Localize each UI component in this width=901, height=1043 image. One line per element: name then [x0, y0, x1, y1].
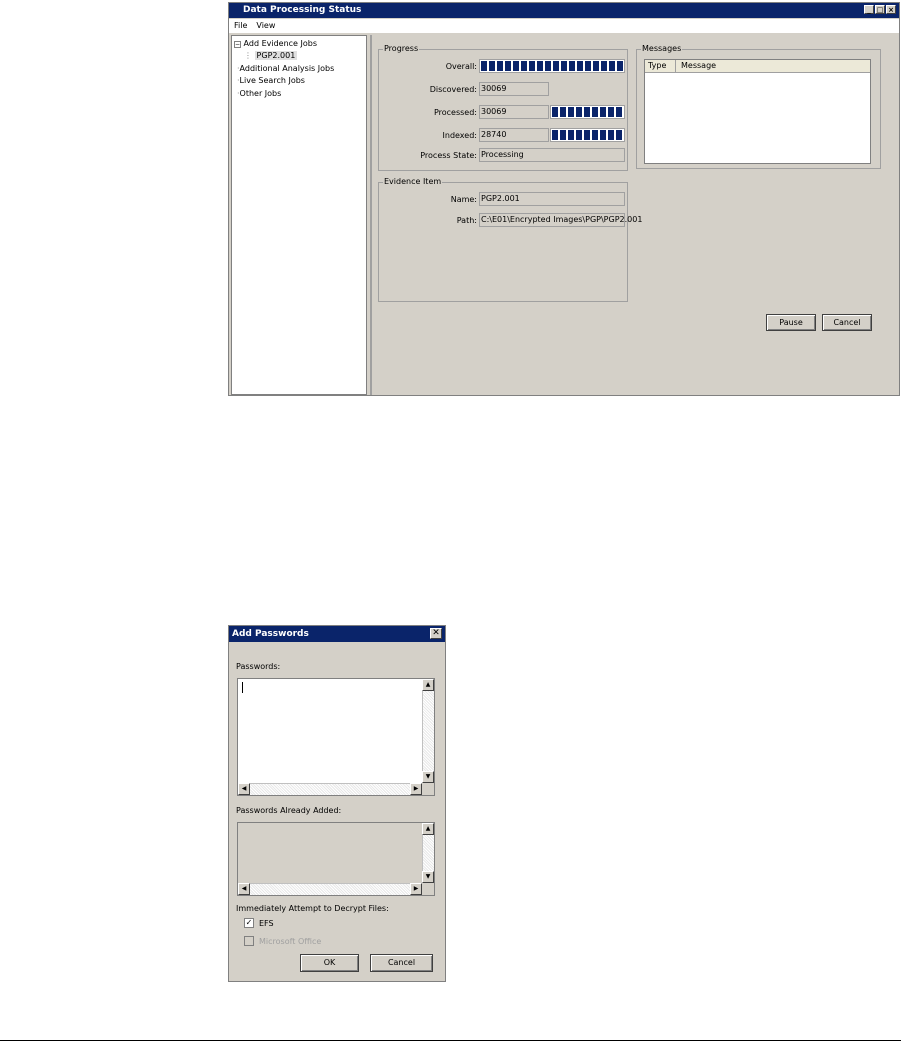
path-label: Path:: [456, 216, 477, 225]
evidence-item-legend: Evidence Item: [384, 177, 442, 186]
microsoft-office-checkbox: [244, 936, 254, 946]
microsoft-office-label: Microsoft Office: [259, 937, 322, 946]
discovered-value: 30069: [479, 82, 549, 96]
scroll-corner: [422, 783, 434, 795]
pause-button[interactable]: Pause: [766, 314, 816, 331]
discovered-label: Discovered:: [429, 85, 477, 94]
progress-legend: Progress: [384, 44, 419, 53]
column-type[interactable]: Type: [648, 61, 667, 70]
overall-progress-fill: [481, 61, 623, 71]
cancel-button[interactable]: Cancel: [370, 954, 433, 972]
data-processing-status-window: [228, 2, 900, 396]
processed-value: 30069: [479, 105, 549, 119]
status-pane: [370, 35, 899, 395]
efs-label: EFS: [259, 919, 274, 928]
menu-view[interactable]: View: [256, 21, 276, 30]
tree-item-label: Additional Analysis Jobs: [239, 64, 335, 73]
tree-item-label: Other Jobs: [239, 89, 282, 98]
window-title: Data Processing Status: [243, 5, 362, 15]
process-state-value: Processing: [479, 148, 625, 162]
evidence-name-value: PGP2.001: [479, 192, 625, 206]
column-message[interactable]: Message: [681, 61, 717, 70]
passwords-already-added-list[interactable]: [237, 822, 435, 896]
tree-item-additional-analysis-jobs[interactable]: ·Additional Analysis Jobs: [237, 64, 335, 73]
processed-progress-fill: [552, 107, 623, 117]
tree-item-pgp2[interactable]: ⋮ PGP2.001: [244, 51, 296, 60]
passwords-horizontal-scrollbar[interactable]: [238, 783, 422, 795]
tree-item-label: Live Search Jobs: [239, 76, 305, 85]
scroll-up-icon[interactable]: ▲: [422, 679, 434, 691]
scroll-right-icon[interactable]: ▶: [410, 783, 422, 795]
tree-item-add-evidence-jobs[interactable]: [234, 39, 317, 48]
passwords-vertical-scrollbar[interactable]: [422, 679, 434, 783]
ok-button[interactable]: OK: [300, 954, 359, 972]
overall-progress-bar: [479, 59, 625, 73]
menu-bar: [229, 19, 899, 33]
evidence-item-group: [378, 177, 643, 302]
tree-item-label: PGP2.001: [256, 51, 296, 60]
jobs-tree: [231, 35, 367, 395]
scroll-left-icon[interactable]: ◀: [238, 883, 250, 895]
processed-progress-bar: [550, 105, 625, 119]
collapse-icon[interactable]: −: [235, 41, 241, 48]
messages-legend: Messages: [642, 44, 682, 53]
decrypt-files-label: Immediately Attempt to Decrypt Files:: [236, 904, 389, 913]
dialog-title: Add Passwords: [232, 629, 309, 639]
scroll-up-icon[interactable]: ▲: [422, 823, 434, 835]
passwords-already-added-label: Passwords Already Added:: [236, 806, 342, 815]
added-horizontal-scrollbar[interactable]: [238, 883, 422, 895]
tree-item-label: Add Evidence Jobs: [243, 39, 318, 48]
efs-checkbox[interactable]: ✓: [245, 918, 253, 927]
passwords-label: Passwords:: [236, 662, 281, 671]
maximize-button[interactable]: □: [876, 6, 884, 14]
tree-item-other-jobs[interactable]: ·Other Jobs: [237, 89, 282, 98]
scroll-down-icon[interactable]: ▼: [422, 871, 434, 883]
process-state-label: Process State:: [420, 151, 477, 160]
overall-label: Overall:: [445, 62, 477, 71]
messages-header: [645, 60, 870, 73]
added-vertical-scrollbar[interactable]: [422, 823, 434, 883]
title-bar: [229, 3, 899, 18]
indexed-progress-bar: [550, 128, 625, 142]
dialog-title-bar: [229, 626, 445, 642]
close-icon[interactable]: ✕: [430, 628, 442, 639]
cancel-button[interactable]: Cancel: [822, 314, 872, 331]
close-button[interactable]: ×: [886, 5, 896, 14]
messages-group: [636, 44, 881, 169]
menu-file[interactable]: File: [234, 21, 248, 30]
text-cursor: [242, 682, 243, 693]
scroll-down-icon[interactable]: ▼: [422, 771, 434, 783]
passwords-input[interactable]: [237, 678, 435, 796]
indexed-progress-fill: [552, 130, 623, 140]
evidence-path-value: C:\E01\Encrypted Images\PGP\PGP2.001: [479, 213, 625, 227]
scroll-left-icon[interactable]: ◀: [238, 783, 250, 795]
add-passwords-dialog: [228, 625, 446, 982]
tree-item-live-search-jobs[interactable]: ·Live Search Jobs: [237, 76, 305, 85]
scroll-corner: [422, 883, 434, 895]
minimize-button[interactable]: _: [864, 5, 874, 14]
progress-group: [378, 44, 628, 171]
indexed-label: Indexed:: [442, 131, 477, 140]
page-footer-rule: [0, 1040, 901, 1041]
name-label: Name:: [450, 195, 477, 204]
processed-label: Processed:: [433, 108, 477, 117]
scroll-right-icon[interactable]: ▶: [410, 883, 422, 895]
indexed-value: 28740: [479, 128, 549, 142]
messages-list[interactable]: [644, 59, 871, 164]
